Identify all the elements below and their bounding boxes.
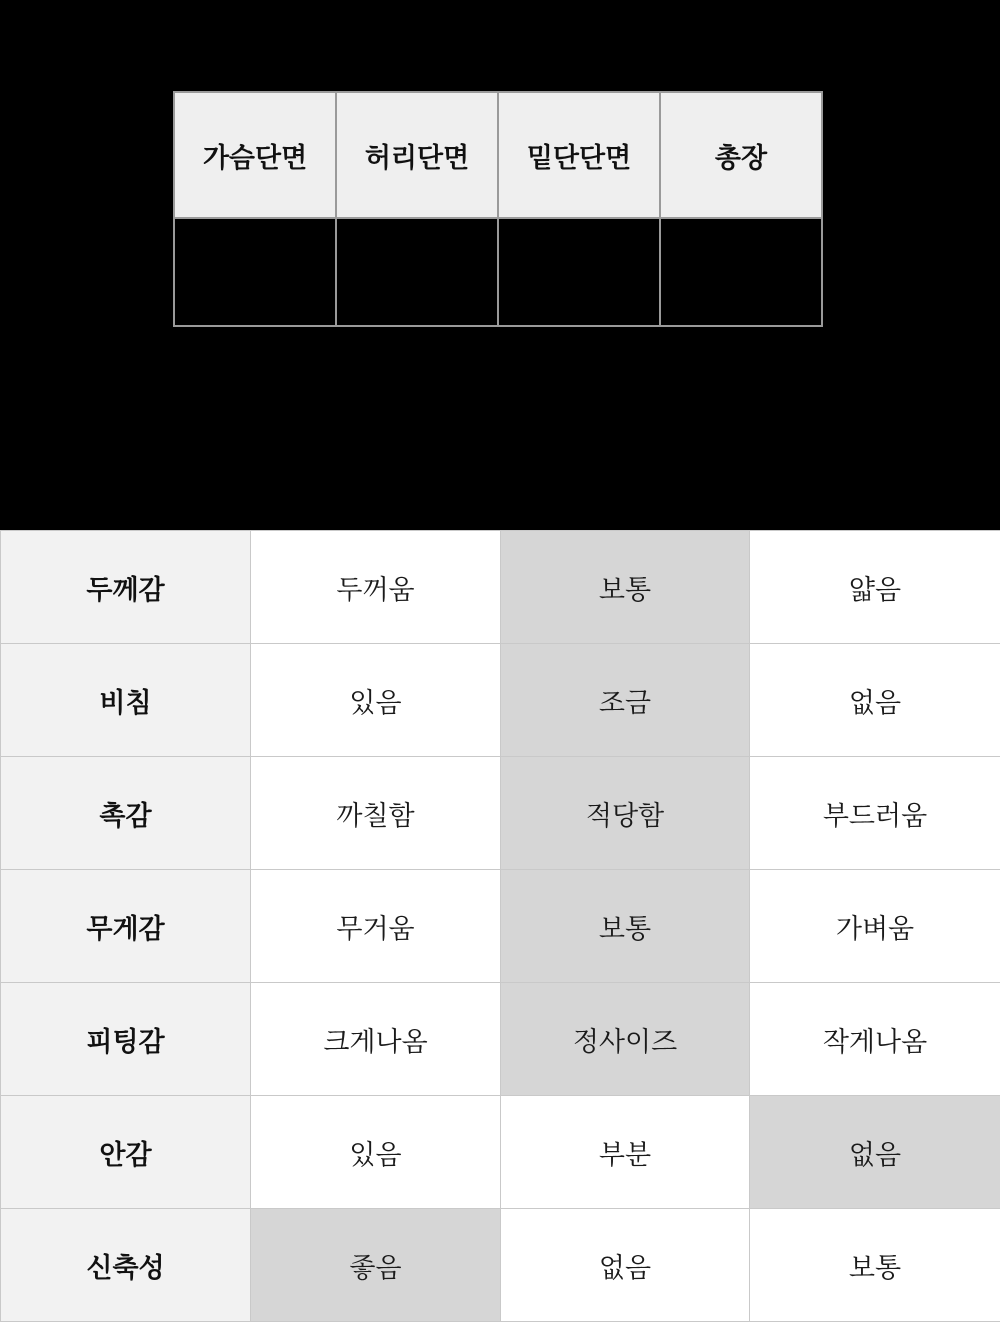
table-row: [1, 870, 1000, 983]
measurement-header-waist: 허리단면: [336, 92, 498, 218]
attribute-label-fit: 피팅감: [1, 983, 251, 1096]
attribute-option-weight-0[interactable]: 무거움: [251, 870, 501, 983]
attribute-option-sheerness-0[interactable]: 있음: [251, 644, 501, 757]
attributes-table-container: [0, 530, 1000, 1322]
attribute-option-sheerness-2[interactable]: 없음: [750, 644, 1000, 757]
attribute-label-thickness: 두께감: [1, 531, 251, 644]
attribute-label-weight: 무게감: [1, 870, 251, 983]
measurement-value-length: [660, 218, 822, 326]
attribute-option-weight-1[interactable]: 보통: [501, 870, 750, 983]
table-row: [1, 983, 1000, 1096]
table-row: [1, 644, 1000, 757]
measurement-table: [173, 91, 823, 327]
measurement-value-chest: [174, 218, 336, 326]
table-row: [1, 757, 1000, 870]
measurement-header-hem: 밑단단면: [498, 92, 660, 218]
measurement-header-chest: 가슴단면: [174, 92, 336, 218]
measurement-value-waist: [336, 218, 498, 326]
measurement-table-container: [173, 91, 823, 327]
measurement-value-row: [174, 218, 822, 326]
attribute-option-lining-1[interactable]: 부분: [501, 1096, 750, 1209]
attribute-option-lining-2[interactable]: 없음: [750, 1096, 1000, 1209]
table-row: [1, 1096, 1000, 1209]
measurement-header-length: 총장: [660, 92, 822, 218]
attribute-option-weight-2[interactable]: 가벼움: [750, 870, 1000, 983]
attribute-label-elasticity: 신축성: [1, 1209, 251, 1322]
attribute-option-fit-1[interactable]: 정사이즈: [501, 983, 750, 1096]
attribute-option-elasticity-1[interactable]: 없음: [501, 1209, 750, 1322]
attribute-label-texture: 촉감: [1, 757, 251, 870]
attribute-option-lining-0[interactable]: 있음: [251, 1096, 501, 1209]
table-row: [1, 1209, 1000, 1322]
attribute-option-thickness-2[interactable]: 얇음: [750, 531, 1000, 644]
attribute-option-texture-1[interactable]: 적당함: [501, 757, 750, 870]
attribute-label-lining: 안감: [1, 1096, 251, 1209]
attribute-option-sheerness-1[interactable]: 조금: [501, 644, 750, 757]
measurement-value-hem: [498, 218, 660, 326]
attribute-option-fit-2[interactable]: 작게나옴: [750, 983, 1000, 1096]
attribute-option-elasticity-0[interactable]: 좋음: [251, 1209, 501, 1322]
attributes-table: [0, 530, 1000, 1322]
attribute-option-thickness-1[interactable]: 보통: [501, 531, 750, 644]
attribute-label-sheerness: 비침: [1, 644, 251, 757]
attribute-option-thickness-0[interactable]: 두꺼움: [251, 531, 501, 644]
table-row: [1, 531, 1000, 644]
measurement-header-row: [174, 92, 822, 218]
attribute-option-fit-0[interactable]: 크게나옴: [251, 983, 501, 1096]
attribute-option-texture-0[interactable]: 까칠함: [251, 757, 501, 870]
attribute-option-elasticity-2[interactable]: 보통: [750, 1209, 1000, 1322]
attribute-option-texture-2[interactable]: 부드러움: [750, 757, 1000, 870]
